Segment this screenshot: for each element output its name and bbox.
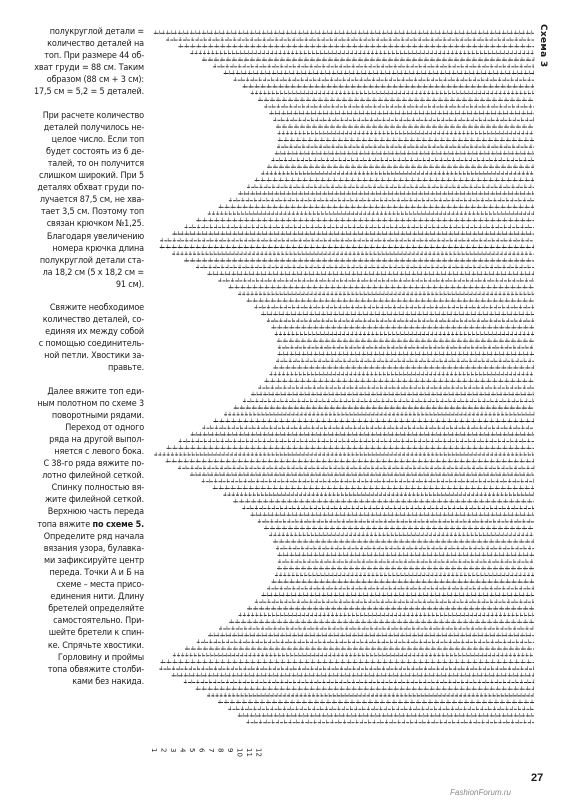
chart-row xyxy=(243,398,534,402)
chart-row xyxy=(160,244,534,248)
chart-row xyxy=(271,157,534,161)
chart-row xyxy=(202,479,534,483)
chart-row xyxy=(275,572,534,576)
chart-row xyxy=(213,485,534,489)
chart-row xyxy=(202,425,534,429)
chart-row xyxy=(273,539,534,543)
chart-row xyxy=(251,91,534,95)
chart-row xyxy=(196,265,534,269)
paragraph-2: При расчете количество деталей получилось не- целое число. Если топ будет состоять из 6 де- талей, то он получится слишком широкий. При 5 деталях обхват груди по- лучается 87,5 см, не хва- тает 3,5 см. Поэтому топ связан крючком №1,25. Благодаря увеличению номера крючка длина полукруглой детали ста- ла 18,2 см (5 х 18,2 см = 91 см). xyxy=(37,110,144,290)
chart-row xyxy=(269,532,534,536)
chart-row xyxy=(172,251,534,255)
chart-row xyxy=(267,318,534,322)
chart-row xyxy=(278,352,534,356)
chart-row xyxy=(190,472,534,476)
chart-row xyxy=(243,84,534,88)
crochet-chart xyxy=(146,26,544,771)
chart-row xyxy=(271,325,534,329)
chart-row xyxy=(278,559,534,563)
chart-row xyxy=(196,218,534,222)
chart-row xyxy=(276,358,534,362)
chart-row xyxy=(261,311,534,315)
chart-row xyxy=(223,492,534,496)
article-text xyxy=(16,26,144,699)
chart-row xyxy=(229,198,534,202)
chart-row xyxy=(185,224,534,228)
chart-row xyxy=(258,97,534,101)
chart-row xyxy=(261,171,534,175)
chart-row xyxy=(278,137,534,141)
chart-row xyxy=(264,526,534,530)
chart-row xyxy=(258,519,534,523)
chart-row xyxy=(276,546,534,550)
chart-row xyxy=(213,64,534,68)
chart-row xyxy=(202,57,534,61)
paragraph-3: Свяжите необходимое количество деталей, со- единяя их между собой с помощью соединитель- ной петли. Хвостики за- правьте. xyxy=(38,302,144,374)
chart-row xyxy=(247,184,534,188)
chart-row xyxy=(191,432,534,436)
chart-row xyxy=(278,552,534,556)
chart-row xyxy=(166,459,534,463)
chart-row xyxy=(278,131,534,135)
chart-row xyxy=(267,164,534,168)
chart-row xyxy=(255,178,534,182)
chart-row xyxy=(178,465,534,469)
chart-row xyxy=(273,117,534,121)
chart-row xyxy=(179,439,534,443)
chart-row xyxy=(264,104,534,108)
chart-row xyxy=(178,44,534,48)
chart-row xyxy=(251,392,534,396)
chart-row xyxy=(272,579,534,583)
chart-row xyxy=(172,231,534,235)
paragraph-1: полукруглой детали = количество деталей на топ. При размере 44 об- хват груди = 88 см. Таким образом (88 см + 3 см): 17,5 см = 5,2 = 5 деталей. xyxy=(34,27,144,98)
chart-row xyxy=(278,345,534,349)
chart-row xyxy=(166,37,534,41)
chart-row xyxy=(229,285,534,289)
chart-row xyxy=(264,378,534,382)
chart-row xyxy=(247,298,534,302)
chart-row xyxy=(276,124,534,128)
chart-row xyxy=(269,111,534,115)
chart-row xyxy=(224,70,534,74)
scheme-5-ref: по схеме 5. xyxy=(92,519,144,530)
chart-grid xyxy=(154,30,534,723)
paragraph-4-tail: Определите ряд начала вязания узора, булавка- ми зафиксируйте центр переда. Точки А и Б на схеме – места присо- единения нити. Длину бретелей определяйте самостоятельно. При- шейте бретели к спин- ке. Спрячьте хвостики. Горловину и проймы топа обвяжите столби- ками без накида. xyxy=(43,531,144,687)
chart-row xyxy=(258,385,534,389)
chart-row xyxy=(213,418,534,422)
chart-row xyxy=(273,365,534,369)
chart-row xyxy=(238,191,534,195)
chart-row xyxy=(251,512,534,516)
chart-row xyxy=(234,77,534,81)
chart-row xyxy=(166,445,534,449)
chart-row xyxy=(234,405,534,409)
chart-row xyxy=(154,30,534,34)
chart-row xyxy=(184,258,534,262)
chart-row xyxy=(190,50,534,54)
chart-row xyxy=(160,238,534,242)
chart-row xyxy=(238,291,534,295)
chart-row xyxy=(275,151,534,155)
chart-row xyxy=(254,305,534,309)
chart-row xyxy=(269,372,534,376)
chart-row xyxy=(208,211,534,215)
chart-svg xyxy=(146,26,544,771)
chart-row xyxy=(275,331,534,335)
chart-row xyxy=(219,204,534,208)
chart-row xyxy=(277,338,534,342)
paragraph-4-head: Далее вяжите топ еди- ным полотном по схеме 3 поворотными рядами. Переход от одного ряда на другой выпол- няется с левого бока. С 38-го ряда вяжите по- лотно филейной сеткой. Спинку полностью вя- жите филейной сеткой. Верхнюю часть переда топа вяжите xyxy=(37,386,144,530)
paragraph-4 xyxy=(16,386,144,688)
chart-row xyxy=(277,144,534,148)
chart-row xyxy=(233,499,534,503)
chart-row xyxy=(207,271,534,275)
chart-row xyxy=(154,452,534,456)
chart-row xyxy=(277,566,534,570)
chart-row xyxy=(242,505,534,509)
chart-row xyxy=(224,412,534,416)
chart-row xyxy=(218,278,534,282)
